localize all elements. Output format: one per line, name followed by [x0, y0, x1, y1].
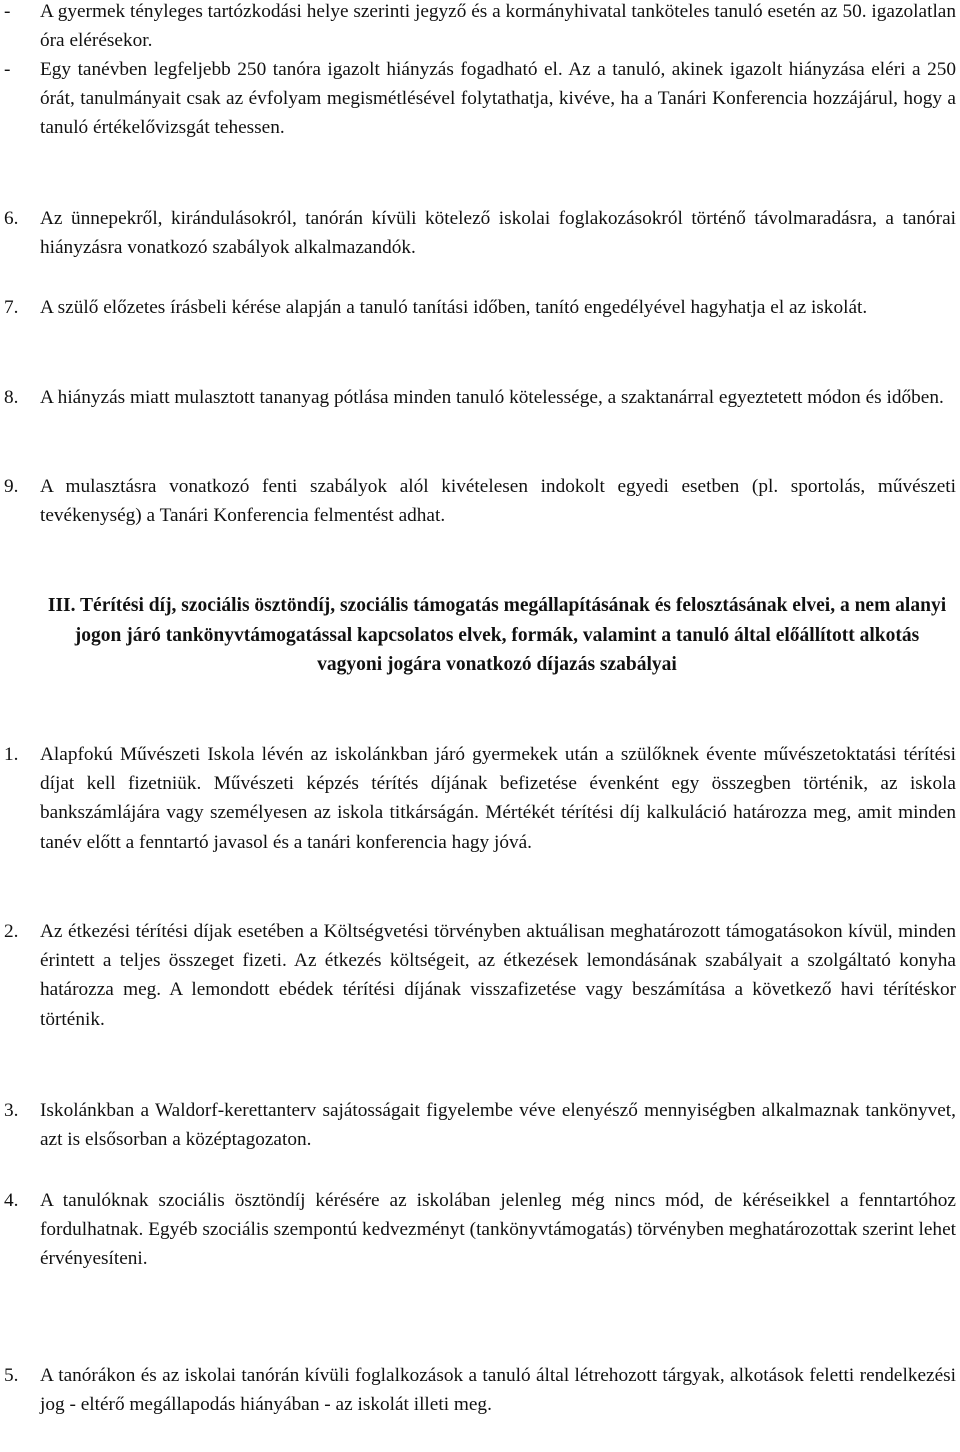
list-bullet: - — [4, 1, 11, 22]
item-number: 4. — [4, 1190, 19, 1211]
item-number: 7. — [4, 297, 19, 318]
item-number: 1. — [4, 744, 19, 765]
item-text: A mulasztásra vonatkozó fenti szabályok alól kivételesen indokolt egyedi esetben (pl. sportolás, művészeti tevékenység) a Tanári Konferencia felmentést adhat. — [40, 476, 956, 527]
item-number: 6. — [4, 208, 19, 229]
numbered-item — [4, 293, 956, 322]
item-text: A szülő előzetes írásbeli kérése alapján a tanuló tanítási időben, tanító engedélyével hagyhatja el az iskolát. — [40, 297, 868, 318]
numbered-item — [4, 917, 956, 1034]
numbered-item — [4, 1361, 956, 1419]
section-heading: III. Térítési díj, szociális ösztöndíj, szociális támogatás megállapításának és felosztásának elvei, a nem alanyi jogon járó tankönyvtámogatással kapcsolatos elvek, formák, valamint a tanuló által előállított alkotás vagyoni jogára vonatkozó díjazás szabályai — [47, 595, 947, 676]
numbered-item — [4, 1186, 956, 1274]
item-text: Az étkezési térítési díjak esetében a Költségvetési törvényben aktuálisan meghatározott támogatásokon kívül, minden érintett a teljes összeget fizeti. Az étkezés költségeit, az étkezések lemondásának szabályait a szolgáltató konyha határozza meg. A lemondott ebédek térítési díjának visszafizetése vagy beszámítása a következő havi térítéskor történik. — [40, 921, 956, 1030]
list-item — [4, 55, 956, 143]
numbered-item — [4, 740, 956, 857]
numbered-item — [4, 472, 956, 530]
item-text: A tanórákon és az iskolai tanórán kívüli foglalkozások a tanuló által létrehozott tárgyak, alkotások feletti rendelkezési jog - eltérő megállapodás hiányában - az iskolát illeti meg. — [40, 1365, 956, 1416]
item-number: 9. — [4, 476, 19, 497]
item-text: A hiányzás miatt mulasztott tananyag pótlása minden tanuló kötelessége, a szaktanárral egyeztetett módon és időben. — [40, 387, 944, 408]
numbered-item — [4, 383, 956, 412]
item-number: 2. — [4, 921, 19, 942]
numbered-item — [4, 204, 956, 262]
item-text: A tanulóknak szociális ösztöndíj kérésére az iskolában jelenleg még nincs mód, de kéréseikkel a fenntartóhoz fordulhatnak. Egyéb szociális szempontú kedvezményt (tankönyvtámogatás) törvényben meghatározottak szerint lehet érvényesíteni. — [40, 1190, 956, 1270]
item-number: 8. — [4, 387, 19, 408]
item-text: Az ünnepekről, kirándulásokról, tanórán kívüli kötelező iskolai foglakozásokról történő távolmaradásra, a tanórai hiányzásra vonatkozó szabályok alkalmazandók. — [40, 208, 956, 259]
item-text: Iskolánkban a Waldorf-kerettanterv sajátosságait figyelembe véve elenyésző mennyiségben alkalmaznak tankönyvet, azt is elsősorban a középtagozaton. — [40, 1100, 956, 1151]
numbered-item — [4, 1096, 956, 1154]
item-text: Alapfokú Művészeti Iskola lévén az iskolánkban járó gyermekek után a szülőknek évente művészetoktatási térítési díjat kell fizetniük. Művészeti képzés térítés díjának befizetése évenként egy összegben történik, az iskola bankszámlájára vagy személyesen az iskola titkárságán. Mértékét térítési díj kalkuláció határozza meg, amit minden tanév előtt a fenntartó javasol és a tanári konferencia hagy jóvá. — [40, 744, 956, 853]
list-item — [4, 0, 956, 55]
list-item-text: A gyermek tényleges tartózkodási helye szerinti jegyző és a kormányhivatal tanköteles tanuló esetén az 50. igazolatlan óra elérésekor. — [40, 1, 956, 52]
list-bullet: - — [4, 59, 11, 80]
item-number: 5. — [4, 1365, 19, 1386]
list-item-text: Egy tanévben legfeljebb 250 tanóra igazolt hiányzás fogadható el. Az a tanuló, akinek igazolt hiányzása eléri a 250 órát, tanulmányait csak az évfolyam megismétlésével folytathatja, kivéve, ha a Tanári Konferencia hozzájárul, hogy a tanuló értékelővizsgát tehessen. — [40, 59, 956, 139]
item-number: 3. — [4, 1100, 19, 1121]
